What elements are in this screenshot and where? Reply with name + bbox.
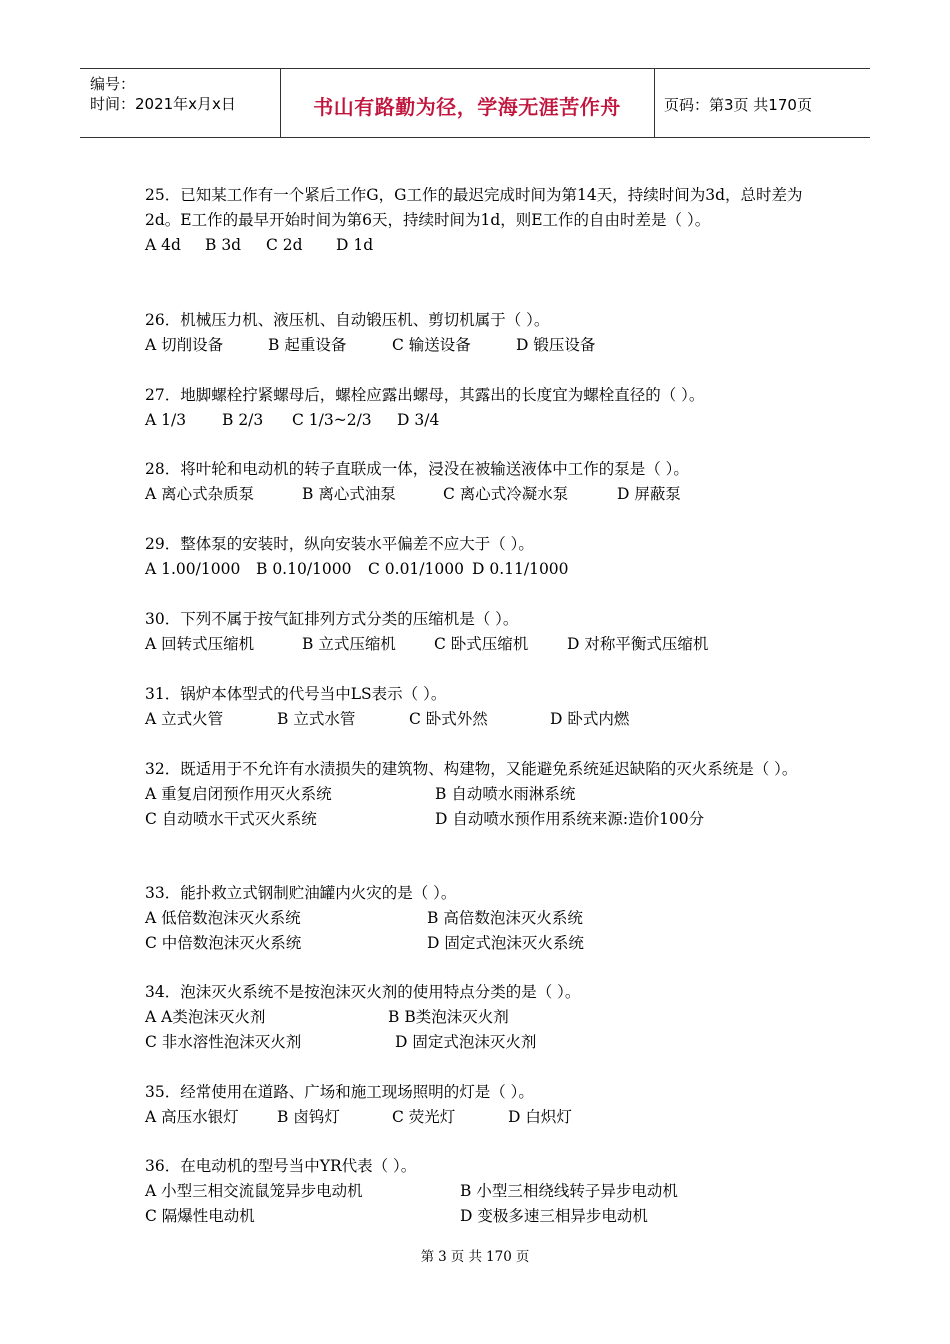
header-motto-cell — [280, 69, 655, 137]
question-stem: 33．能扑救立式钢制贮油罐内火灾的是（ ）。 — [145, 884, 457, 902]
option-b: B 高倍数泡沫灭火系统 — [427, 909, 583, 927]
option-a: A 低倍数泡沫灭火系统 — [145, 909, 301, 927]
header-page-cell — [654, 69, 870, 137]
option-row — [145, 1179, 817, 1204]
option-row — [145, 333, 817, 358]
option-b: B 立式压缩机 — [302, 635, 396, 653]
option-a: A 离心式杂质泵 — [145, 485, 255, 503]
option-row — [145, 906, 817, 931]
question-28 — [145, 457, 817, 507]
option-b: B 小型三相绕线转子异步电动机 — [460, 1182, 678, 1200]
option-d: D 自动喷水预作用系统来源:造价100分 — [435, 810, 705, 828]
question-stem: 30．下列不属于按气缸排列方式分类的压缩机是（ ）。 — [145, 610, 519, 628]
question-25 — [145, 183, 817, 258]
option-c: C 卧式外然 — [409, 710, 488, 728]
question-26 — [145, 308, 817, 358]
option-a: A 1/3 — [145, 411, 187, 429]
option-a: A 切削设备 — [145, 336, 224, 354]
footer-page-number: 3 — [438, 1249, 447, 1265]
option-d: D 1d — [336, 236, 374, 254]
option-a: A 立式火管 — [145, 710, 224, 728]
option-row — [145, 233, 817, 258]
question-stem: 31．锅炉本体型式的代号当中LS表示（ ）。 — [145, 685, 447, 703]
option-c: C 隔爆性电动机 — [145, 1207, 255, 1225]
motto-text: 书山有路勤为径，学海无涯苦作舟 — [313, 95, 621, 119]
option-row — [145, 807, 817, 832]
question-stem: 25．已知某工作有一个紧后工作G，G工作的最迟完成时间为第14天，持续时间为3d，总时差为2d。E工作的最早开始时间为第6天，持续时间为1d，则E工作的自由时差是（ ）。 — [145, 186, 803, 229]
option-row — [145, 1005, 817, 1030]
footer-suffix: 页 — [515, 1249, 530, 1265]
option-d: D 卧式内燃 — [550, 710, 630, 728]
footer-mid: 页 共 — [450, 1249, 483, 1265]
option-d: D 对称平衡式压缩机 — [567, 635, 709, 653]
option-row — [145, 1030, 817, 1055]
option-row — [145, 408, 817, 433]
option-row — [145, 931, 817, 956]
option-c: C 自动喷水干式灭火系统 — [145, 810, 317, 828]
option-c: C 0.01/1000 — [368, 560, 464, 578]
option-row — [145, 482, 817, 507]
option-b: B 2/3 — [222, 411, 264, 429]
option-row — [145, 1204, 817, 1229]
question-27 — [145, 383, 817, 433]
question-31 — [145, 682, 817, 732]
question-stem: 34．泡沫灭火系统不是按泡沫灭火剂的使用特点分类的是（ ）。 — [145, 983, 581, 1001]
question-stem: 32．既适用于不允许有水渍损失的建筑物、构建物，又能避免系统延迟缺陷的灭火系统是（ ）。 — [145, 760, 798, 778]
option-c: C 离心式冷凝水泵 — [443, 485, 569, 503]
option-row — [145, 632, 817, 657]
page-header — [80, 68, 870, 138]
question-32 — [145, 757, 817, 832]
option-c: C 输送设备 — [392, 336, 471, 354]
question-36 — [145, 1154, 817, 1229]
question-stem: 35．经常使用在道路、广场和施工现场照明的灯是（ ）。 — [145, 1083, 534, 1101]
option-c: C 中倍数泡沫灭火系统 — [145, 934, 302, 952]
option-d: D 固定式泡沫灭火剂 — [395, 1033, 537, 1051]
option-a: A 1.00/1000 — [145, 560, 241, 578]
option-d: D 3/4 — [397, 411, 440, 429]
option-a: A 4d — [145, 236, 181, 254]
option-a: A 高压水银灯 — [145, 1108, 239, 1126]
option-row — [145, 1105, 817, 1130]
option-b: B 3d — [205, 236, 242, 254]
option-d: D 锻压设备 — [516, 336, 596, 354]
question-29 — [145, 532, 817, 582]
option-b: B 起重设备 — [268, 336, 347, 354]
time-label: 时间：2021年x月x日 — [90, 95, 236, 113]
question-35 — [145, 1080, 817, 1130]
question-stem: 36．在电动机的型号当中YR代表（ ）。 — [145, 1157, 417, 1175]
question-stem: 26．机械压力机、液压机、自动锻压机、剪切机属于（ ）。 — [145, 311, 550, 329]
question-34 — [145, 980, 817, 1055]
option-c: C 荧光灯 — [392, 1108, 456, 1126]
question-stem: 29．整体泵的安装时，纵向安装水平偏差不应大于（ ）。 — [145, 535, 534, 553]
question-33 — [145, 881, 817, 956]
option-d: D 屏蔽泵 — [617, 485, 681, 503]
option-b: B 立式水管 — [277, 710, 356, 728]
option-a: A 小型三相交流鼠笼异步电动机 — [145, 1182, 363, 1200]
option-d: D 固定式泡沫灭火系统 — [427, 934, 584, 952]
question-stem: 27．地脚螺栓拧紧螺母后，螺栓应露出螺母，其露出的长度宜为螺栓直径的（ ）。 — [145, 386, 705, 404]
option-a: A 重复启闭预作用灭火系统 — [145, 785, 332, 803]
option-c: C 2d — [266, 236, 303, 254]
option-b: B B类泡沫灭火剂 — [388, 1008, 509, 1026]
option-row — [145, 557, 817, 582]
option-d: D 白炽灯 — [508, 1108, 572, 1126]
option-c: C 1/3~2/3 — [292, 411, 372, 429]
option-c: C 卧式压缩机 — [434, 635, 529, 653]
option-b: B 自动喷水雨淋系统 — [435, 785, 576, 803]
serial-label: 编号： — [90, 75, 136, 93]
option-b: B 离心式油泵 — [302, 485, 396, 503]
option-d: D 变极多速三相异步电动机 — [460, 1207, 648, 1225]
question-30 — [145, 607, 817, 657]
option-a: A A类泡沫灭火剂 — [145, 1008, 266, 1026]
footer-prefix: 第 — [420, 1249, 435, 1265]
option-b: B 0.10/1000 — [256, 560, 352, 578]
page-code: 页码：第3页 共170页 — [664, 96, 812, 114]
question-stem: 28．将叶轮和电动机的转子直联成一体，浸没在被输送液体中工作的泵是（ ）。 — [145, 460, 689, 478]
header-info-cell — [80, 69, 281, 137]
option-row — [145, 707, 817, 732]
option-b: B 卤钨灯 — [277, 1108, 340, 1126]
option-row — [145, 782, 817, 807]
footer-total-pages: 170 — [486, 1249, 512, 1265]
option-d: D 0.11/1000 — [472, 560, 569, 578]
page-footer — [0, 1245, 950, 1265]
option-a: A 回转式压缩机 — [145, 635, 255, 653]
option-c: C 非水溶性泡沫灭火剂 — [145, 1033, 302, 1051]
